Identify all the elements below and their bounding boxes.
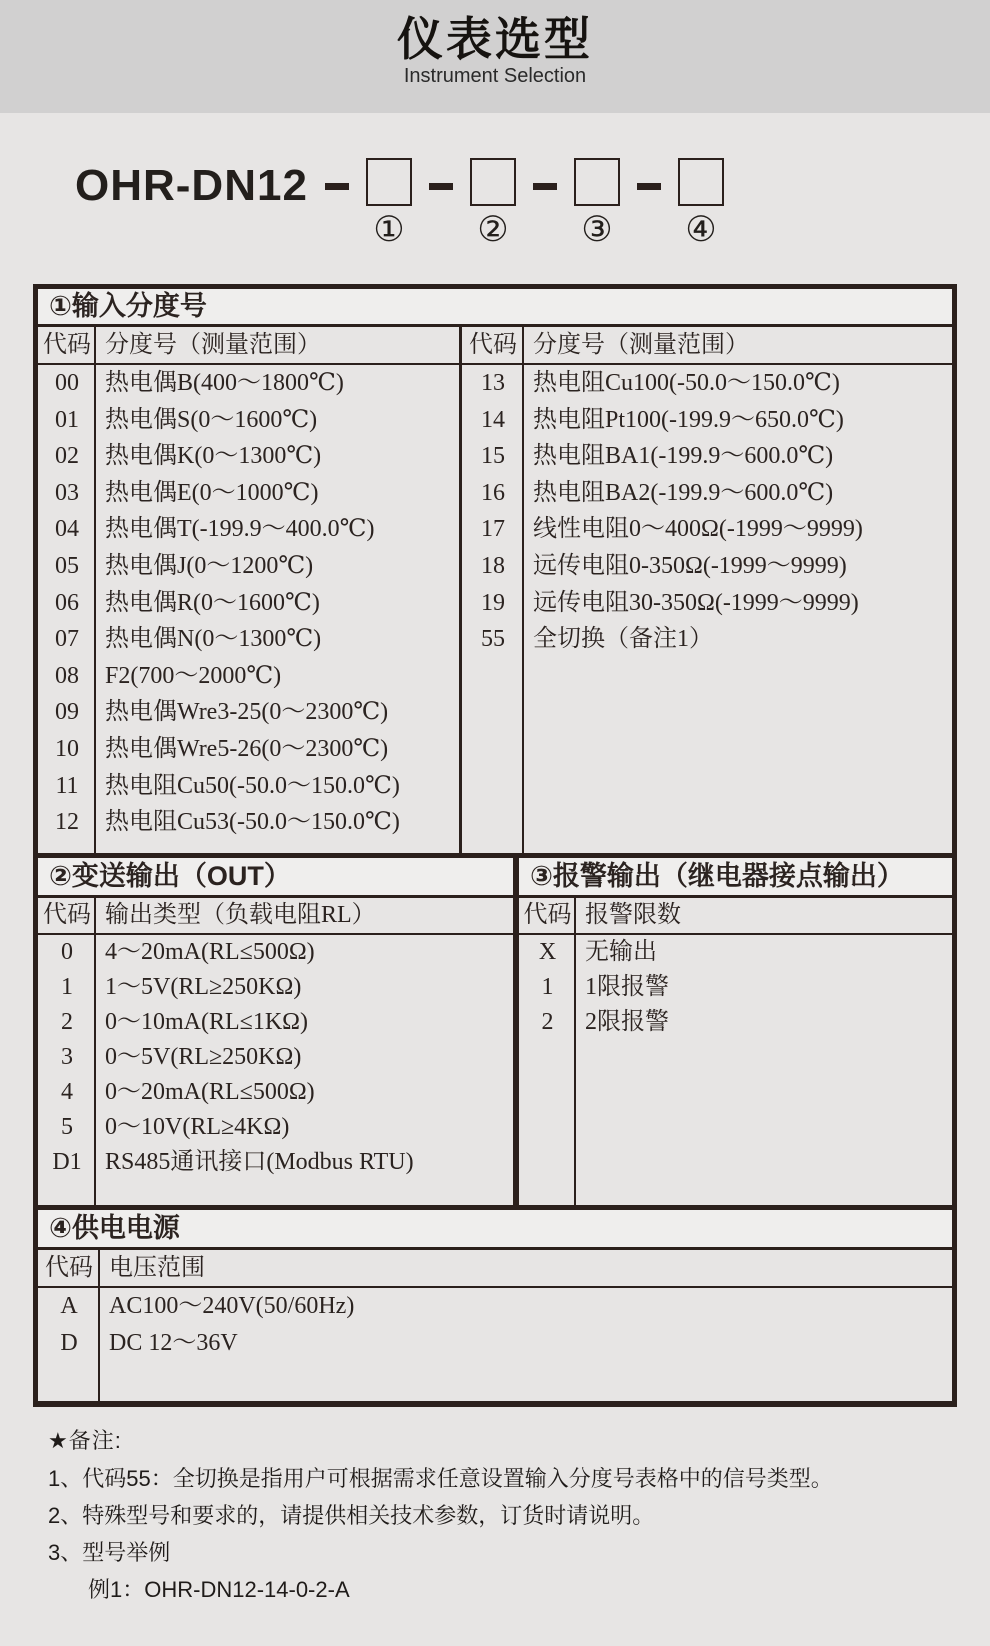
column-divider [574, 898, 576, 1205]
slot-number-4: ④ [685, 210, 717, 250]
input-row [462, 621, 952, 658]
column-divider [94, 327, 96, 853]
alarm-row [519, 970, 952, 1005]
input-row [462, 511, 952, 548]
power-column-header [38, 1250, 952, 1288]
desc-cell: 热电偶E(0～1000℃) [105, 479, 319, 506]
code-column-header: 代码 [45, 1255, 93, 1281]
code-cell: 2 [541, 1009, 554, 1035]
output-row [38, 1145, 513, 1180]
desc-cell: 0～10V(RL≥4KΩ) [105, 1114, 290, 1140]
remarks [48, 1427, 950, 1603]
input-table-left [38, 327, 462, 853]
code-cell: 14 [481, 406, 505, 433]
input-row [462, 548, 952, 585]
code-cell: 16 [481, 479, 505, 506]
desc-cell: 热电偶B(400～1800℃) [105, 370, 344, 396]
desc-cell: 热电阻Pt100(-199.9～650.0℃) [533, 406, 844, 433]
code-column-header: 代码 [43, 902, 91, 928]
desc-column-header: 电压范围 [109, 1255, 205, 1281]
code-cell: 1 [541, 974, 554, 1000]
output-row [38, 1040, 513, 1075]
page-subtitle: Instrument Selection [403, 65, 587, 87]
desc-cell: 1限报警 [585, 974, 669, 1000]
desc-column-header: 分度号（测量范围） [533, 332, 749, 358]
remark-item-3: 3、型号举例 [48, 1540, 171, 1565]
desc-cell: F2(700～2000℃) [105, 662, 282, 689]
dash-separator [429, 183, 453, 190]
desc-column-header: 输出类型（负载电阻RL） [105, 902, 376, 928]
code-cell: D1 [52, 1149, 82, 1175]
code-cell: 02 [55, 443, 79, 470]
output-column-header [38, 898, 513, 935]
code-cell: 19 [481, 589, 505, 616]
section-output-alarm [38, 853, 952, 1205]
desc-cell: 热电偶K(0～1300℃) [105, 443, 322, 470]
input-row [462, 475, 952, 512]
code-cell: 08 [55, 662, 79, 689]
section-input-body [38, 327, 952, 853]
alarm-table-body [519, 898, 952, 1205]
desc-cell: 0～5V(RL≥250KΩ) [105, 1044, 302, 1070]
desc-cell: 热电阻BA1(-199.9～600.0℃) [533, 443, 834, 470]
dash-separator [325, 183, 349, 190]
remarks-title: ★备注: [48, 1428, 122, 1453]
desc-cell: 2限报警 [585, 1009, 669, 1035]
code-cell: 04 [55, 516, 79, 543]
section-output-header: ②变送输出（OUT） [38, 858, 513, 898]
desc-cell: 热电偶T(-199.9～400.0℃) [105, 516, 375, 543]
desc-cell: 4～20mA(RL≤500Ω) [105, 939, 315, 965]
column-divider [94, 898, 96, 1205]
model-prefix: OHR-DN12 [75, 161, 308, 210]
alarm-row [519, 935, 952, 970]
desc-cell: 热电偶S(0～1600℃) [105, 406, 318, 433]
desc-cell: 线性电阻0～400Ω(-1999～9999) [533, 516, 863, 543]
input-row [38, 694, 459, 731]
desc-cell: 热电阻BA2(-199.9～600.0℃) [533, 479, 834, 506]
desc-cell: 热电偶J(0～1200℃) [105, 552, 314, 579]
code-cell: D [60, 1330, 78, 1356]
code-cell: 3 [61, 1044, 73, 1070]
code-cell: 15 [481, 443, 505, 470]
code-cell: X [538, 939, 557, 965]
input-row [38, 475, 459, 512]
desc-cell: 全切换（备注1） [533, 626, 713, 653]
slot-number-2: ② [477, 210, 509, 250]
code-cell: 13 [481, 370, 505, 396]
code-cell: 07 [55, 626, 79, 653]
input-right-column-header [462, 327, 952, 365]
input-row [462, 402, 952, 439]
desc-cell: 热电偶R(0～1600℃) [105, 589, 320, 616]
desc-cell: RS485通讯接口(Modbus RTU) [105, 1149, 414, 1175]
code-cell: 00 [55, 370, 79, 396]
slot-number-1: ① [373, 210, 405, 250]
code-cell: 55 [481, 626, 505, 653]
code-cell: 01 [55, 406, 79, 433]
alarm-column-header [519, 898, 952, 935]
input-row [462, 365, 952, 402]
desc-cell: 热电阻Cu100(-50.0～150.0℃) [533, 370, 840, 396]
code-cell: 09 [55, 699, 79, 726]
output-row [38, 970, 513, 1005]
code-cell: 17 [481, 516, 505, 543]
input-row [38, 768, 459, 805]
desc-cell: 热电阻Cu50(-50.0～150.0℃) [105, 772, 400, 799]
desc-cell: 热电阻Cu53(-50.0～150.0℃) [105, 809, 400, 836]
code-cell: 18 [481, 552, 505, 579]
model-slot-2 [470, 158, 516, 249]
desc-cell: DC 12～36V [109, 1330, 238, 1356]
input-row [38, 365, 459, 402]
model-example: 例1：OHR-DN12-14-0-2-A [88, 1577, 350, 1602]
output-table-body [38, 898, 513, 1205]
desc-cell: 0～10mA(RL≤1KΩ) [105, 1009, 308, 1035]
input-table-right [462, 327, 952, 853]
desc-cell: 远传电阻0-350Ω(-1999～9999) [533, 552, 847, 579]
code-column-header: 代码 [469, 332, 517, 358]
input-row [462, 438, 952, 475]
output-table [38, 858, 519, 1205]
dash-separator [637, 183, 661, 190]
model-slot-4 [678, 158, 724, 249]
power-row [38, 1325, 952, 1362]
code-cell: 12 [55, 809, 79, 836]
model-slot-box-4 [678, 158, 724, 206]
dash-separator [533, 183, 557, 190]
desc-cell: AC100～240V(50/60Hz) [109, 1293, 355, 1319]
code-column-header: 代码 [523, 902, 572, 928]
input-row [38, 621, 459, 658]
page-header [0, 0, 990, 113]
column-divider [98, 1250, 100, 1401]
output-row [38, 1075, 513, 1110]
code-cell: 0 [61, 939, 73, 965]
slot-number-3: ③ [581, 210, 613, 250]
code-cell: 03 [55, 479, 79, 506]
code-cell: 10 [55, 735, 79, 762]
input-left-column-header [38, 327, 459, 365]
model-slot-box-3 [574, 158, 620, 206]
code-cell: A [60, 1293, 78, 1319]
remark-item-1: 1、代码55：全切换是指用户可根据需求任意设置输入分度号表格中的信号类型。 [48, 1466, 833, 1491]
section-alarm-header: ③报警输出（继电器接点输出） [519, 858, 952, 898]
page-title: 仪表选型 [397, 13, 593, 65]
model-code-diagram [75, 158, 990, 250]
desc-cell: 远传电阻30-350Ω(-1999～9999) [533, 589, 859, 616]
alarm-table [519, 858, 952, 1205]
input-row [38, 585, 459, 622]
code-cell: 4 [61, 1079, 73, 1105]
desc-cell: 热电偶Wre5-26(0～2300℃) [105, 735, 389, 762]
code-cell: 2 [61, 1009, 73, 1035]
code-cell: 5 [61, 1114, 73, 1140]
desc-cell: 热电偶N(0～1300℃) [105, 626, 322, 653]
model-slot-1 [366, 158, 412, 249]
code-cell: 11 [55, 772, 79, 799]
power-row [38, 1288, 952, 1325]
desc-cell: 0～20mA(RL≤500Ω) [105, 1079, 315, 1105]
desc-column-header: 报警限数 [585, 902, 681, 928]
input-row [38, 731, 459, 768]
alarm-row [519, 1005, 952, 1040]
model-slot-box-2 [470, 158, 516, 206]
input-row [38, 804, 459, 841]
code-cell: 1 [61, 974, 73, 1000]
input-row [38, 511, 459, 548]
power-table-body [38, 1250, 952, 1401]
selection-table [33, 284, 957, 1407]
model-slot-box-1 [366, 158, 412, 206]
remark-item-2: 2、特殊型号和要求的，请提供相关技术参数，订货时请说明。 [48, 1503, 655, 1528]
output-row [38, 1110, 513, 1145]
desc-column-header: 分度号（测量范围） [105, 332, 321, 358]
code-column-header: 代码 [43, 332, 91, 358]
desc-cell: 无输出 [585, 939, 657, 965]
desc-cell: 1～5V(RL≥250KΩ) [105, 974, 302, 1000]
output-row [38, 935, 513, 970]
section-input-header: ①输入分度号 [38, 289, 952, 327]
output-row [38, 1005, 513, 1040]
input-row [38, 548, 459, 585]
desc-cell: 热电偶Wre3-25(0～2300℃) [105, 699, 389, 726]
input-row [38, 438, 459, 475]
column-divider [522, 327, 524, 853]
input-row [38, 402, 459, 439]
section-power-header: ④供电电源 [38, 1210, 952, 1250]
input-row [462, 585, 952, 622]
code-cell: 05 [55, 552, 79, 579]
section-power [38, 1205, 952, 1401]
input-row [38, 658, 459, 695]
code-cell: 06 [55, 589, 79, 616]
model-slot-3 [574, 158, 620, 249]
